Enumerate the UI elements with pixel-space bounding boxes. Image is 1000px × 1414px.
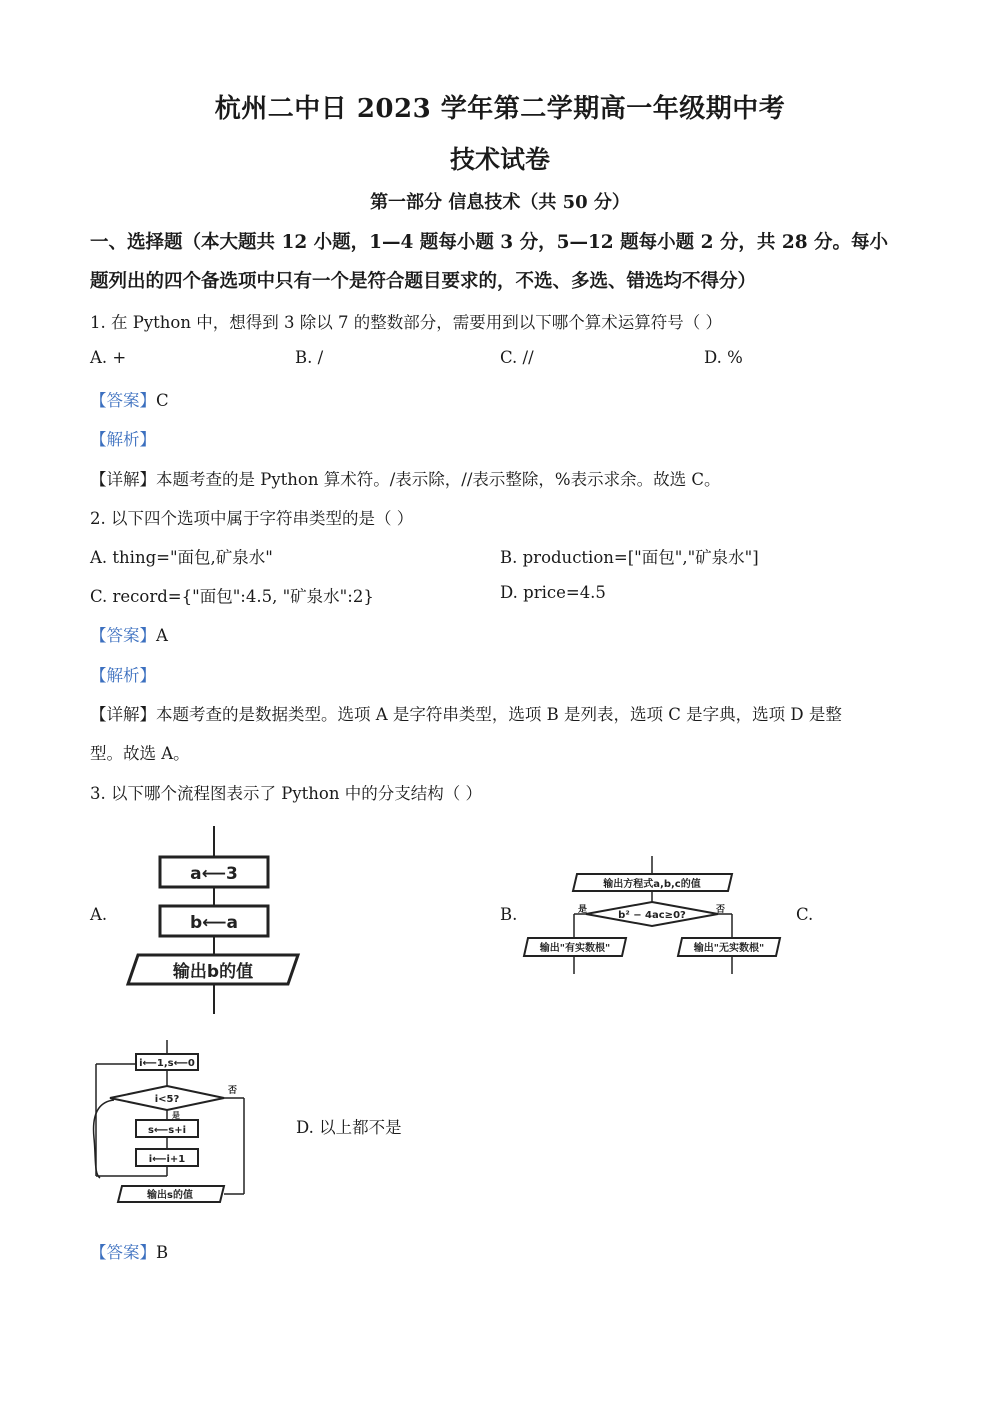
q1-answer <box>90 387 169 411</box>
flowchart-c <box>90 1038 252 1218</box>
q1-stem: 1. 在 Python 中，想得到 3 除以 7 的整数部分，需要用到以下哪个算术运算符号（ ） <box>90 313 722 332</box>
flow-a-text-2: b⟵a <box>189 913 239 933</box>
page-subtitle: 技术试卷 <box>449 145 550 174</box>
answer-value: C <box>156 391 169 410</box>
flow-c-init-text: i⟵1,s⟵0 <box>139 1058 195 1069</box>
flow-c-no: 否 <box>228 1086 238 1096</box>
q2-option-c: C. record={"面包":4.5, "矿泉水":2} <box>90 587 374 606</box>
section-heading-line2: 题列出的四个备选项中只有一个是符合题目要求的，不选、多选、错选均不得分） <box>90 271 757 292</box>
flow-b-no: 否 <box>716 905 726 915</box>
flow-c-cond: i<5? <box>154 1094 180 1105</box>
detail-text: 本题考查的是数据类型。选项 A 是字符串类型，选项 B 是列表，选项 C 是字典，选项 D 是整 <box>156 705 842 724</box>
answer-tag: 【答案】 <box>90 1243 156 1262</box>
q2-detail-line1 <box>90 701 842 725</box>
flow-c-output-text: 输出s的值 <box>147 1190 193 1201</box>
q1-option-b: B. / <box>295 348 324 367</box>
q3-answer <box>90 1239 168 1263</box>
detail-tag: 【详解】 <box>90 470 156 489</box>
q3-stem: 3. 以下哪个流程图表示了 Python 中的分支结构（ ） <box>90 784 482 803</box>
page-title: 杭州二中日 2023 学年第二学期高一年级期中考 <box>214 94 786 124</box>
answer-value: B <box>156 1243 169 1262</box>
section-heading-line1: 一、选择题（本大题共 12 小题，1—4 题每小题 3 分，5—12 题每小题 2 分，共 28 分。每小 <box>90 232 889 253</box>
q1-analysis-tag: 【解析】 <box>90 430 156 449</box>
q2-detail-line2: 型。故选 A。 <box>90 744 190 763</box>
q3-option-c-label: C. <box>796 905 814 924</box>
answer-tag: 【答案】 <box>90 626 156 645</box>
q3-option-a-label: A. <box>90 905 108 924</box>
q2-option-a: A. thing="面包,矿泉水" <box>90 548 273 567</box>
q2-stem: 2. 以下四个选项中属于字符串类型的是（ ） <box>90 509 414 528</box>
q2-option-b: B. production=["面包","矿泉水"] <box>500 548 759 567</box>
detail-text: 本题考查的是 Python 算术符。/表示除，//表示整除，%表示求余。故选 C。 <box>156 470 721 489</box>
q2-option-d: D. price=4.5 <box>500 583 606 602</box>
q3-option-d-label: D. 以上都不是 <box>296 1118 402 1137</box>
flow-b-yes: 是 <box>578 905 588 915</box>
flow-b-top-text: 输出方程式a,b,c的值 <box>603 879 701 890</box>
flow-c-yes: 是 <box>172 1111 180 1120</box>
q1-option-a: A. + <box>90 348 127 367</box>
q3-option-b-label: B. <box>500 905 518 924</box>
q2-answer <box>90 622 168 646</box>
q2-analysis-tag: 【解析】 <box>90 666 156 685</box>
flow-a-text-1: a⟵3 <box>190 864 238 884</box>
flow-c-step1-text: s⟵s+i <box>147 1125 187 1136</box>
answer-value: A <box>156 626 168 645</box>
part-heading: 第一部分 信息技术（共 50 分） <box>370 192 630 213</box>
q1-option-d: D. % <box>704 348 743 367</box>
flowchart-b <box>522 852 784 977</box>
q1-option-c: C. // <box>500 348 534 367</box>
flow-c-step2-text: i⟵i+1 <box>148 1154 186 1165</box>
answer-tag: 【答案】 <box>90 391 156 410</box>
flow-a-text-3: 输出b的值 <box>172 962 254 982</box>
flow-b-right-text: 输出"无实数根" <box>693 943 765 954</box>
flow-b-cond: b² − 4ac≥0? <box>618 910 686 921</box>
flowchart-a <box>120 822 320 1017</box>
flow-b-left-text: 输出"有实数根" <box>539 943 611 954</box>
detail-tag: 【详解】 <box>90 705 156 724</box>
q1-detail <box>90 466 720 490</box>
